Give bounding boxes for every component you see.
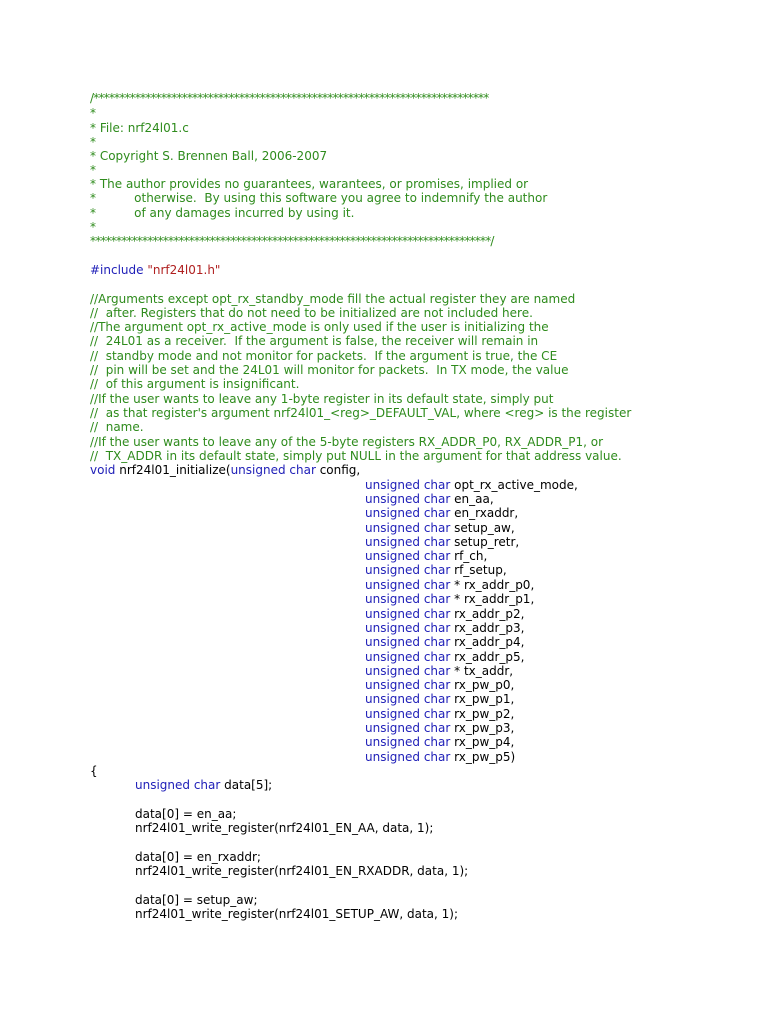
header-comment-line: *	[90, 106, 96, 120]
param-name: * rx_addr_p1,	[450, 592, 535, 606]
param-name: rx_addr_p2,	[450, 607, 525, 621]
decl-rest: data[5];	[220, 778, 273, 792]
param-line	[365, 478, 578, 493]
param-name: rx_pw_p2,	[450, 707, 515, 721]
param-line	[365, 592, 534, 607]
param-name: rx_addr_p5,	[450, 650, 525, 664]
return-type: void	[90, 463, 116, 477]
arguments-comment-line: //Arguments except opt_rx_standby_mode fill the actual register they are named	[90, 292, 576, 306]
param-name: rx_pw_p1,	[450, 692, 515, 706]
param-type: unsigned char	[365, 621, 451, 635]
data-declaration	[135, 778, 272, 793]
param-name: en_aa,	[450, 492, 494, 506]
function-name: nrf24l01_initialize(	[115, 463, 231, 477]
param-line	[365, 635, 524, 650]
param-type: unsigned char	[230, 463, 316, 477]
header-comment-line: * of any damages incurred by using it.	[90, 206, 355, 220]
arguments-comment-line: // after. Registers that do not need to be initialized are not included here.	[90, 306, 533, 320]
param-type: unsigned char	[365, 635, 451, 649]
param-name: config,	[315, 463, 361, 477]
arguments-comment-line: // name.	[90, 420, 144, 434]
param-type: unsigned char	[365, 563, 451, 577]
param-name: opt_rx_active_mode,	[450, 478, 578, 492]
arguments-comment-line: // pin will be set and the 24L01 will monitor for packets. In TX mode, the value	[90, 363, 569, 377]
body-line: data[0] = en_aa;	[135, 807, 237, 821]
param-line	[365, 549, 487, 564]
param-name: rx_pw_p0,	[450, 678, 515, 692]
param-name: setup_retr,	[450, 535, 520, 549]
param-name: en_rxaddr,	[450, 506, 519, 520]
param-type: unsigned char	[365, 592, 451, 606]
param-type: unsigned char	[365, 492, 451, 506]
param-type: unsigned char	[365, 578, 451, 592]
param-name: rx_pw_p5)	[450, 750, 516, 764]
param-type: unsigned char	[365, 664, 451, 678]
decl-type: unsigned char	[135, 778, 221, 792]
param-line	[365, 506, 518, 521]
param-type: unsigned char	[365, 506, 451, 520]
param-line	[365, 492, 494, 507]
arguments-comment-line: // standby mode and not monitor for packets. If the argument is true, the CE	[90, 349, 558, 363]
param-type: unsigned char	[365, 535, 451, 549]
param-type: unsigned char	[365, 707, 451, 721]
param-name: rf_ch,	[450, 549, 488, 563]
arguments-comment-line: // as that register's argument nrf24l01_<reg>_DEFAULT_VAL, where <reg> is the register	[90, 406, 632, 420]
arguments-comment-line: //If the user wants to leave any 1-byte register in its default state, simply put	[90, 392, 554, 406]
arguments-comment-line: //The argument opt_rx_active_mode is only used if the user is initializing the	[90, 320, 549, 334]
header-comment-line: *	[90, 220, 96, 234]
param-name: rx_addr_p4,	[450, 635, 525, 649]
body-line: nrf24l01_write_register(nrf24l01_EN_RXADDR, data, 1);	[135, 864, 469, 878]
body-line: data[0] = setup_aw;	[135, 893, 258, 907]
include-file: "nrf24l01.h"	[147, 263, 221, 277]
include-directive: #include	[90, 263, 144, 277]
param-line	[365, 521, 515, 536]
arguments-comment-line: // TX_ADDR in its default state, simply put NULL in the argument for that address value.	[90, 449, 622, 463]
body-line: data[0] = en_rxaddr;	[135, 850, 261, 864]
param-line	[365, 735, 514, 750]
include-line	[90, 263, 220, 278]
param-type: unsigned char	[365, 650, 451, 664]
param-line	[365, 607, 524, 622]
param-type: unsigned char	[365, 735, 451, 749]
body-line: nrf24l01_write_register(nrf24l01_EN_AA, data, 1);	[135, 821, 434, 835]
param-line	[365, 535, 519, 550]
param-name: * tx_addr,	[450, 664, 514, 678]
header-comment-line: *	[90, 135, 96, 149]
header-comment-line: * File: nrf24l01.c	[90, 121, 189, 135]
arguments-comment-line: //If the user wants to leave any of the 5-byte registers RX_ADDR_P0, RX_ADDR_P1, or	[90, 435, 604, 449]
param-name: rx_pw_p3,	[450, 721, 515, 735]
param-type: unsigned char	[365, 721, 451, 735]
open-brace: {	[90, 764, 98, 778]
param-name: rx_pw_p4,	[450, 735, 515, 749]
header-comment-line: *****************************************************************************/	[90, 234, 494, 248]
param-name: rx_addr_p3,	[450, 621, 525, 635]
param-line	[365, 563, 507, 578]
param-name: rf_setup,	[450, 563, 507, 577]
param-line	[365, 678, 514, 693]
function-signature	[90, 463, 360, 478]
param-line	[365, 707, 514, 722]
param-type: unsigned char	[365, 692, 451, 706]
param-type: unsigned char	[365, 607, 451, 621]
header-comment-line: * Copyright S. Brennen Ball, 2006-2007	[90, 149, 328, 163]
param-line	[365, 750, 515, 765]
header-comment-line: * otherwise. By using this software you agree to indemnify the author	[90, 191, 548, 205]
param-line	[365, 721, 514, 736]
param-line	[365, 692, 514, 707]
header-comment-line: /****************************************************************************	[90, 91, 489, 105]
arguments-comment-line: // of this argument is insignificant.	[90, 377, 300, 391]
header-comment-line: *	[90, 163, 96, 177]
param-line	[365, 664, 513, 679]
param-type: unsigned char	[365, 549, 451, 563]
param-line	[365, 578, 534, 593]
param-name: setup_aw,	[450, 521, 515, 535]
param-type: unsigned char	[365, 750, 451, 764]
param-type: unsigned char	[365, 478, 451, 492]
param-line	[365, 650, 524, 665]
param-name: * rx_addr_p0,	[450, 578, 535, 592]
body-line: nrf24l01_write_register(nrf24l01_SETUP_AW, data, 1);	[135, 907, 459, 921]
param-type: unsigned char	[365, 521, 451, 535]
header-comment-line: * The author provides no guarantees, warantees, or promises, implied or	[90, 177, 529, 191]
param-type: unsigned char	[365, 678, 451, 692]
param-line	[365, 621, 524, 636]
arguments-comment-line: // 24L01 as a receiver. If the argument is false, the receiver will remain in	[90, 334, 539, 348]
